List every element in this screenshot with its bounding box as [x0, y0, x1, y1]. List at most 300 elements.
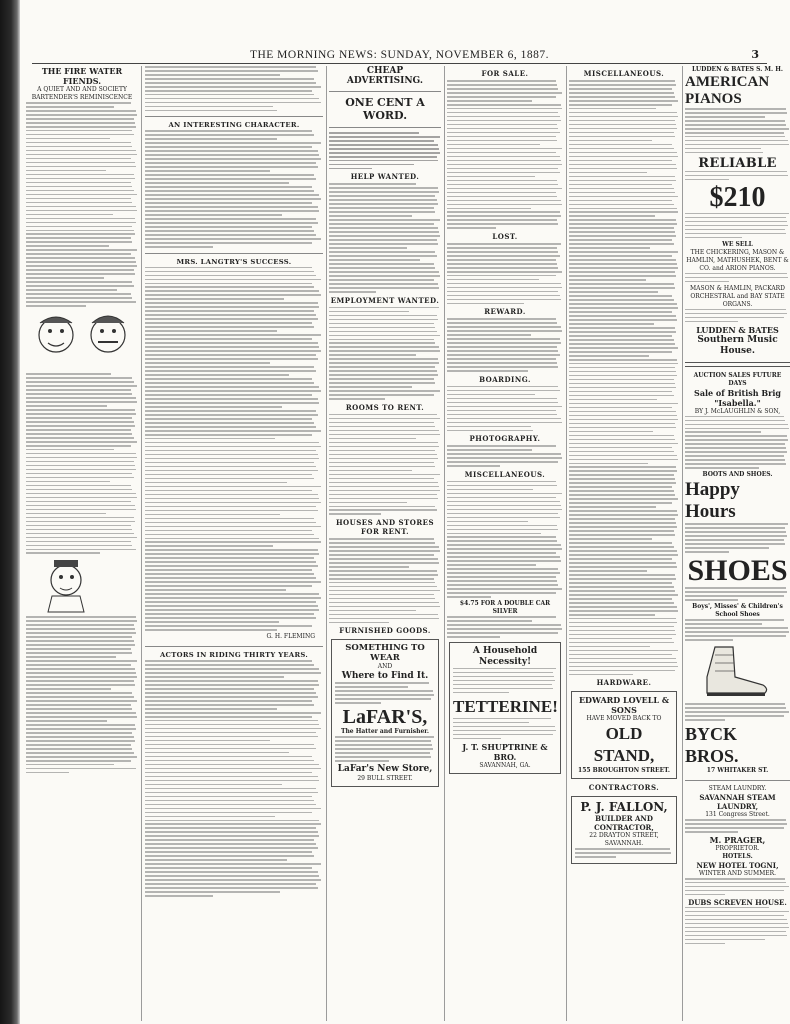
american-pianos: AMERICAN PIANOS: [685, 74, 770, 107]
text-line: [447, 544, 561, 546]
text-line: [569, 100, 678, 102]
text-line: [26, 720, 107, 722]
text-line: [26, 373, 111, 375]
text-line: [685, 711, 789, 713]
text-line: [329, 546, 439, 548]
text-line: [329, 331, 437, 333]
text-line: [685, 152, 763, 154]
text-line: [447, 255, 560, 257]
text-line: [569, 144, 672, 146]
text-line: [145, 466, 316, 468]
text-line: [685, 890, 784, 892]
text-line: [145, 601, 316, 603]
text-line: [685, 595, 784, 597]
text-line: [329, 426, 435, 428]
text-line: [569, 478, 675, 480]
text-line: [685, 715, 784, 717]
household-necessity: A Household Necessity!: [472, 645, 538, 667]
text-line: [329, 354, 416, 356]
article-signature: G. H. FLEMING: [266, 633, 315, 641]
text-line: [329, 140, 434, 142]
text-line: [145, 414, 318, 416]
text-line: [145, 796, 312, 798]
column-rule: [444, 66, 445, 1021]
text-line: [26, 493, 136, 495]
text-line: [335, 702, 381, 704]
text-line: [447, 505, 561, 507]
text-line: [145, 370, 316, 372]
text-line: [447, 211, 560, 213]
text-line: [145, 859, 287, 861]
text-line: [145, 530, 312, 532]
text-line: [569, 267, 678, 269]
text-line: [447, 390, 560, 392]
text-line: [447, 303, 524, 305]
text-line: [145, 106, 273, 108]
text-line: [453, 688, 553, 690]
text-line: [145, 780, 319, 782]
text-line: [569, 474, 674, 476]
text-line: [447, 263, 557, 265]
text-line: [329, 594, 434, 596]
text-line: [569, 184, 672, 186]
text-line: [569, 662, 677, 664]
text-line: [447, 144, 540, 146]
text-line: [26, 640, 134, 642]
text-line: [569, 554, 678, 556]
text-line: [329, 434, 440, 436]
text-line: [685, 939, 765, 941]
text-line: [569, 427, 676, 429]
text-line: [569, 331, 676, 333]
proprietor: PROPRIETOR.: [715, 844, 760, 852]
text-line: [447, 465, 500, 467]
text-line: [145, 275, 316, 277]
text-line: [447, 521, 528, 523]
text-line: [145, 334, 321, 336]
text-line: [145, 522, 316, 524]
text-line: [145, 688, 314, 690]
text-line: [329, 398, 385, 400]
text-line: [569, 447, 672, 449]
text-line: [685, 907, 769, 909]
ad-text: [685, 819, 790, 833]
masthead-title: THE MORNING NEWS: SUNDAY, NOVEMBER 6, 1887.: [249, 49, 550, 61]
text-line: [447, 354, 560, 356]
section-rule: [685, 362, 790, 367]
text-line: [145, 573, 314, 575]
text-line: [145, 442, 319, 444]
text-line: [145, 354, 316, 356]
text-line: [145, 526, 321, 528]
text-line: [569, 295, 672, 297]
text-line: [329, 470, 412, 472]
text-line: [685, 424, 788, 426]
lafar-store: LaFar's New Store,: [337, 764, 433, 775]
text-line: [145, 90, 312, 92]
text-line: [26, 485, 131, 487]
text-line: [569, 542, 672, 544]
text-line: [26, 772, 69, 774]
text-line: [685, 911, 789, 913]
text-line: [329, 311, 409, 313]
text-line: [145, 102, 321, 104]
text-line: [145, 214, 282, 216]
text-line: [569, 299, 674, 301]
misc-heading: MISCELLANEOUS.: [464, 469, 546, 479]
text-line: [26, 114, 137, 116]
text-line: [685, 116, 765, 118]
text-line: [447, 620, 532, 622]
text-line: [145, 863, 321, 865]
text-line: [145, 808, 321, 810]
cheap-advertising-heading: CHEAP ADVERTISING.: [346, 66, 424, 86]
text-line: [447, 283, 561, 285]
text-line: [569, 399, 657, 401]
ad-text: [685, 309, 790, 323]
text-line: [329, 538, 434, 540]
caricature-illustration: [26, 556, 138, 612]
column-4: [447, 66, 563, 1021]
text-line: [26, 245, 109, 247]
fallon-ad: [571, 796, 677, 864]
text-line: [329, 319, 438, 321]
text-line: [26, 453, 136, 455]
text-line: [329, 160, 438, 162]
text-line: [685, 631, 789, 633]
text-line: [569, 343, 675, 345]
text-line: [569, 327, 675, 329]
text-line: [569, 582, 672, 584]
text-line: [329, 554, 434, 556]
hardware-heading: HARDWARE.: [596, 678, 652, 688]
text-line: [26, 385, 137, 387]
text-line: [569, 80, 675, 82]
text-line: [685, 132, 784, 134]
text-line: [569, 658, 676, 660]
newspaper-page: [22, 0, 789, 1024]
text-line: [329, 562, 439, 564]
text-line: [569, 654, 672, 656]
text-line: [569, 482, 676, 484]
text-line: [569, 411, 676, 413]
text-line: [569, 490, 674, 492]
headline-actors-riding: ACTORS IN RIDING THIRTY YEARS.: [159, 651, 309, 660]
text-line: [26, 632, 136, 634]
text-line: [329, 370, 437, 372]
text-line: [145, 186, 312, 188]
text-line: [685, 431, 761, 433]
text-line: [685, 179, 729, 181]
text-line: [145, 450, 316, 452]
boys-shoes: Boys', Misses' & Children's School Shoes: [692, 603, 783, 619]
text-line: [26, 676, 137, 678]
text-line: [145, 98, 319, 100]
text-line: [569, 215, 655, 217]
text-line: [329, 570, 437, 572]
ad-text: [685, 523, 790, 552]
text-line: [569, 407, 672, 409]
text-line: [329, 259, 420, 261]
text-line: [447, 370, 528, 372]
text-line: [145, 700, 312, 702]
text-line: [569, 84, 676, 86]
text-line: [685, 919, 787, 921]
text-line: [329, 191, 439, 193]
boots-shoes-heading: BOOTS AND SHOES.: [702, 471, 773, 479]
fallon-name: P. J. FALLON,: [580, 800, 668, 815]
page-binding-edge: [0, 0, 20, 1024]
text-line: [26, 249, 137, 251]
text-line: [329, 614, 438, 616]
text-line: [335, 690, 433, 692]
text-line: [569, 271, 675, 273]
text-line: [145, 879, 321, 881]
text-line: [145, 142, 321, 144]
text-line: [145, 776, 318, 778]
section-rule: [685, 780, 790, 781]
text-line: [145, 704, 314, 706]
text-line: [329, 223, 434, 225]
text-line: [26, 764, 114, 766]
lovell-ad: [571, 691, 677, 779]
text-line: [453, 734, 553, 736]
text-line: [447, 132, 560, 134]
text-line: [569, 443, 678, 445]
text-line: [26, 170, 106, 172]
text-line: [685, 112, 787, 114]
boarding-heading: BOARDING.: [479, 374, 531, 384]
lovell-name: EDWARD LOVELL & SONS: [578, 695, 670, 716]
text-line: [569, 275, 676, 277]
text-line: [447, 410, 556, 412]
text-line: [145, 764, 319, 766]
text-line: [569, 132, 674, 134]
text-line: [447, 104, 561, 106]
headline-langtry-success: MRS. LANGTRY'S SUCCESS.: [176, 257, 292, 266]
text-line: [145, 708, 277, 710]
text-line: [447, 628, 562, 630]
caricature-illustration: [26, 309, 138, 369]
text-line: [26, 533, 134, 535]
text-line: [329, 394, 434, 396]
text-line: [145, 202, 312, 204]
text-line: [569, 200, 672, 202]
text-line: [453, 676, 554, 678]
for-sale-heading: FOR SALE.: [481, 69, 529, 78]
text-line: [145, 434, 312, 436]
text-line: [569, 172, 647, 174]
text-line: [329, 474, 440, 476]
text-line: [447, 219, 557, 221]
ad-text: [685, 878, 790, 896]
text-line: [26, 517, 134, 519]
text-line: [685, 539, 784, 541]
text-line: [26, 162, 135, 164]
text-line: [145, 855, 314, 857]
text-line: [26, 441, 137, 443]
text-line: [569, 283, 674, 285]
prager: M. PRAGER,: [709, 834, 766, 845]
text-line: [145, 569, 312, 571]
text-line: [145, 538, 319, 540]
text-line: [685, 140, 788, 142]
text-line: [685, 931, 786, 933]
text-line: [569, 359, 677, 361]
text-line: [145, 426, 316, 428]
text-line: [569, 227, 674, 229]
text-line: [145, 394, 312, 396]
text-line: [335, 756, 431, 758]
text-line: [145, 545, 273, 547]
text-line: [26, 672, 136, 674]
text-line: [145, 792, 318, 794]
text-line: [447, 120, 561, 122]
text-line: [329, 235, 440, 237]
text-line: [329, 506, 435, 508]
article-text: [145, 660, 323, 897]
text-line: [145, 506, 316, 508]
text-line: [26, 692, 132, 694]
text-line: [26, 628, 135, 630]
text-line: [685, 317, 784, 319]
text-line: [569, 104, 672, 106]
text-line: [569, 514, 678, 516]
text-line: [26, 241, 132, 243]
text-line: [329, 283, 438, 285]
text-line: [145, 553, 319, 555]
text-line: [26, 409, 135, 411]
text-line: [569, 502, 672, 504]
text-line: [26, 433, 132, 435]
text-line: [26, 505, 135, 507]
text-line: [569, 375, 677, 377]
text-line: [26, 501, 131, 503]
text-line: [569, 307, 678, 309]
text-line: [145, 190, 314, 192]
text-line: [145, 246, 213, 248]
text-line: [26, 389, 131, 391]
text-line: [447, 124, 557, 126]
ad-text: [685, 213, 790, 239]
text-line: [145, 561, 316, 563]
text-line: [145, 621, 279, 623]
text-line: [447, 596, 491, 598]
text-line: [26, 537, 137, 539]
text-line: [145, 358, 318, 360]
masthead: [32, 48, 767, 62]
text-line: [145, 366, 314, 368]
text-line: [569, 558, 672, 560]
text-line: [26, 158, 131, 160]
text-line: [569, 538, 652, 540]
text-line: [685, 309, 786, 311]
text-line: [335, 694, 434, 696]
text-line: [447, 394, 535, 396]
text-line: [569, 120, 675, 122]
text-line: [145, 146, 312, 148]
text-line: [569, 642, 674, 644]
text-line: [447, 406, 562, 408]
text-line: [569, 164, 676, 166]
text-line: [569, 518, 675, 520]
text-line: [145, 510, 318, 512]
text-line: [685, 531, 786, 533]
text-line: [335, 752, 430, 754]
text-line: [26, 102, 131, 104]
text-line: [26, 405, 107, 407]
text-line: [569, 383, 675, 385]
text-line: [26, 449, 114, 451]
text-line: [329, 509, 437, 511]
text-line: [329, 243, 438, 245]
text-line: [447, 291, 558, 293]
text-line: [145, 760, 314, 762]
text-line: [329, 574, 438, 576]
text-line: [145, 402, 319, 404]
text-line: [145, 831, 318, 833]
text-line: [329, 203, 438, 205]
text-line: [26, 728, 136, 730]
text-line: [145, 625, 312, 627]
text-line: [26, 429, 131, 431]
text-line: [447, 564, 536, 566]
text-line: [447, 592, 556, 594]
text-line: [26, 126, 136, 128]
text-line: [685, 707, 786, 709]
text-line: [569, 128, 677, 130]
text-line: [329, 414, 437, 416]
text-line: [685, 587, 786, 589]
text-line: [575, 856, 616, 858]
ad-text: [685, 416, 790, 469]
text-line: [26, 752, 134, 754]
text-line: [447, 501, 560, 503]
text-line: [569, 335, 672, 337]
price-line: $4.75 FOR A DOUBLE CAR SILVER: [459, 600, 551, 616]
text-line: [145, 82, 316, 84]
text-line: [145, 712, 321, 714]
text-line: [329, 550, 440, 552]
text-line: [145, 482, 287, 484]
text-line: [329, 558, 438, 560]
text-line: [145, 294, 321, 296]
text-line: [685, 435, 787, 437]
text-line: [447, 580, 557, 582]
lost-heading: LOST.: [492, 232, 518, 242]
laundry-address: 131 Congress Street.: [705, 810, 770, 818]
winter-summer: WINTER AND SUMMER.: [698, 869, 777, 877]
photography-heading: PHOTOGRAPHY.: [469, 434, 541, 444]
we-sell: WE SELL: [722, 240, 753, 248]
text-line: [145, 784, 282, 786]
text-line: [26, 293, 131, 295]
text-line: [145, 478, 314, 480]
text-line: [569, 303, 677, 305]
text-line: [145, 839, 314, 841]
employment-wanted-heading: EMPLOYMENT WANTED.: [330, 295, 440, 305]
text-line: [145, 593, 319, 595]
text-line: [26, 202, 132, 204]
text-line: [329, 478, 434, 480]
ad-text: [685, 587, 790, 601]
text-line: [569, 578, 676, 580]
text-line: [685, 447, 786, 449]
text-line: [26, 301, 136, 303]
text-line: [26, 740, 135, 742]
text-line: [26, 552, 100, 554]
text-line: [26, 768, 136, 770]
